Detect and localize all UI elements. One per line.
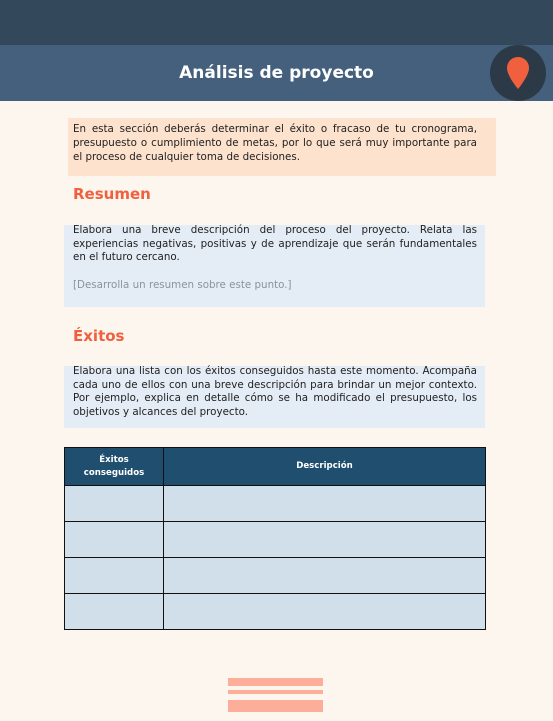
footer-decoration-bar bbox=[228, 700, 323, 712]
exitos-text: Elabora una lista con los éxitos conseguidos hasta este momento. Acompaña cada uno de ellos con una breve descripción para brindar un mejor contexto. Por ejemplo, explica en detalle cómo se ha modificado el presupuesto, los objetivos y alcances del proyecto. bbox=[73, 365, 477, 418]
table-cell[interactable] bbox=[164, 486, 486, 522]
column-header-descripcion: Descripción bbox=[164, 448, 486, 486]
pin-badge bbox=[490, 45, 546, 101]
exitos-table bbox=[64, 447, 486, 630]
exitos-heading: Éxitos bbox=[73, 327, 125, 345]
table-header-row bbox=[65, 448, 486, 486]
table-row bbox=[65, 594, 486, 630]
table-row bbox=[65, 486, 486, 522]
top-strip bbox=[0, 0, 553, 45]
table-cell[interactable] bbox=[65, 522, 164, 558]
footer-decoration-bar bbox=[228, 678, 323, 686]
table-cell[interactable] bbox=[65, 558, 164, 594]
page-title: Análisis de proyecto bbox=[179, 63, 374, 83]
footer-decoration-bar bbox=[228, 690, 323, 694]
table-cell[interactable] bbox=[65, 594, 164, 630]
resumen-heading: Resumen bbox=[73, 185, 151, 203]
table-cell[interactable] bbox=[164, 558, 486, 594]
resumen-text: Elabora una breve descripción del proceso del proyecto. Relata las experiencias negativas, positivas y de aprendizaje que serán fundamentales en el futuro cercano. bbox=[73, 224, 477, 263]
table-cell[interactable] bbox=[164, 594, 486, 630]
intro-text: En esta sección deberás determinar el éxito o fracaso de tu cronograma, presupuesto o cumplimiento de metas, por lo que será muy importante para el proceso de cualquier toma de decisiones. bbox=[73, 123, 477, 163]
column-header-exitos: Éxitos conseguidos bbox=[65, 448, 164, 486]
table-row bbox=[65, 558, 486, 594]
resumen-placeholder[interactable]: [Desarrolla un resumen sobre este punto.] bbox=[73, 279, 292, 291]
table-row bbox=[65, 522, 486, 558]
table-cell[interactable] bbox=[65, 486, 164, 522]
map-pin-icon bbox=[507, 57, 529, 93]
table-cell[interactable] bbox=[164, 522, 486, 558]
